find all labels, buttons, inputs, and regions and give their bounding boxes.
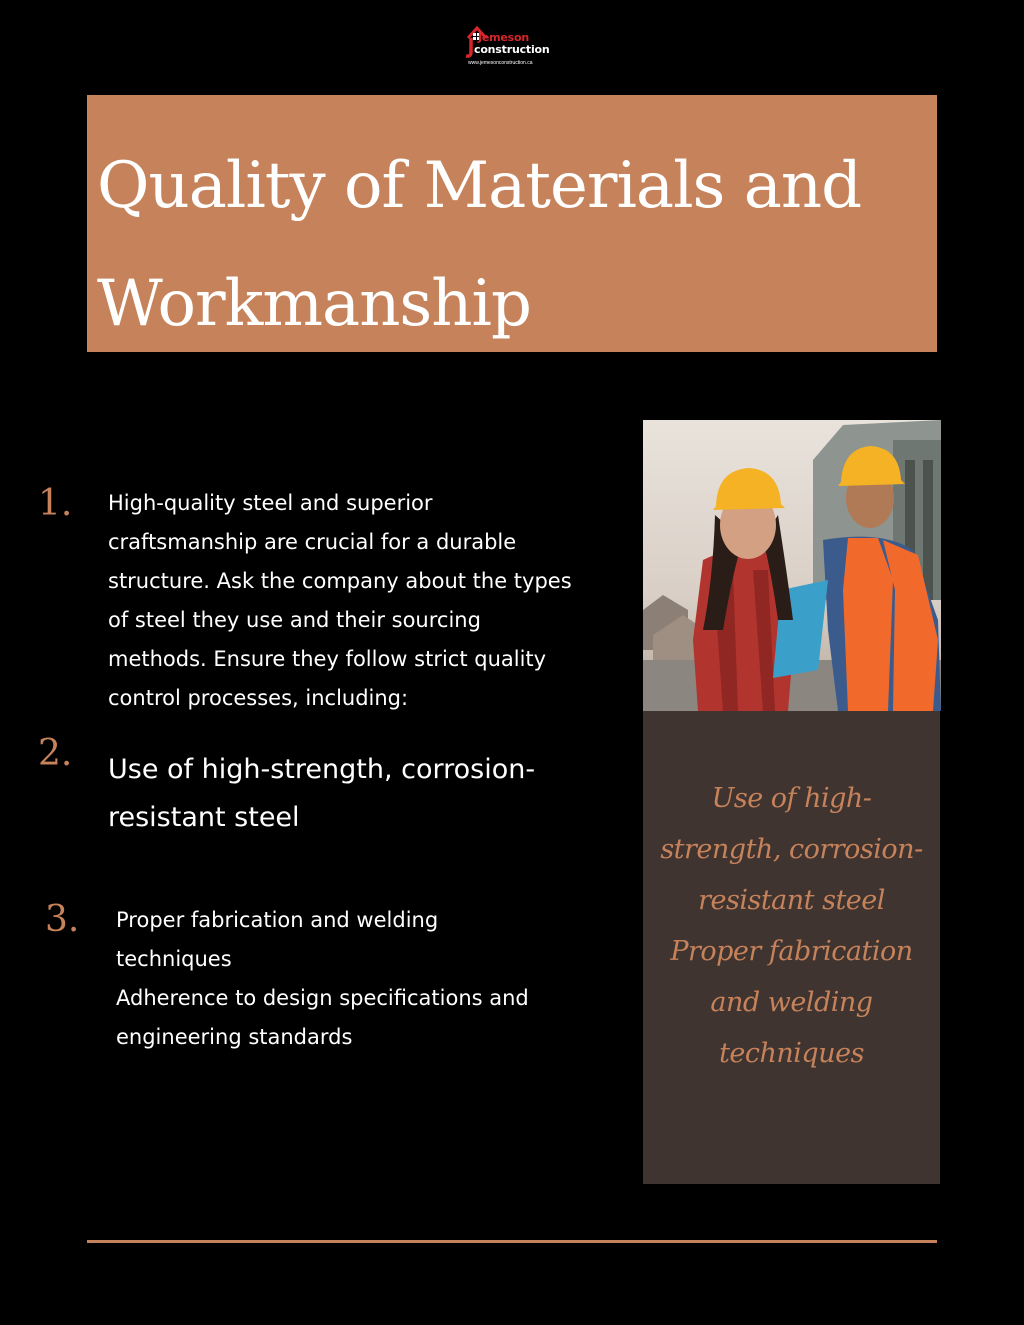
callout-line: Proper fabrication: [670, 936, 913, 967]
logo-subtitle: construction: [474, 43, 550, 56]
callout-line: Use of high-: [711, 783, 872, 814]
item-text-1: [108, 484, 608, 718]
callout-line: techniques: [719, 1038, 864, 1069]
item-1-line: methods. Ensure they follow strict quality: [108, 647, 547, 671]
item-3-line: Proper fabrication and welding: [116, 908, 439, 932]
item-1-line: control processes, including:: [108, 686, 409, 710]
item-text-2: [108, 746, 598, 842]
callout-line: and welding: [710, 987, 873, 1018]
company-logo: [462, 22, 562, 70]
callout-line: resistant steel: [698, 885, 885, 916]
item-3-line: Adherence to design specifications and: [116, 986, 529, 1010]
logo-url: www.jemesonconstruction.ca: [468, 60, 533, 66]
title-banner: [87, 95, 937, 352]
construction-workers-photo: [643, 420, 941, 711]
photo-illustration: [643, 420, 941, 711]
callout-text: [653, 773, 930, 1079]
item-number-2: 2.: [38, 733, 73, 774]
item-3-line: techniques: [116, 947, 232, 971]
item-2-line: Use of high-strength, corrosion-: [108, 754, 536, 785]
page-title-line-1: Quality of Materials and: [97, 149, 862, 223]
item-1-line: structure. Ask the company about the types: [108, 569, 572, 593]
item-text-3: [116, 901, 596, 1057]
item-number-3: 3.: [45, 899, 80, 940]
item-1-line: of steel they use and their sourcing: [108, 608, 481, 632]
item-1-line: High-quality steel and superior: [108, 491, 433, 515]
page-title: [97, 127, 937, 363]
logo-name: Jemeson: [478, 31, 530, 44]
page-title-line-2: Workmanship: [97, 267, 531, 341]
item-number-1: 1.: [38, 483, 73, 524]
bottom-divider: [87, 1240, 937, 1243]
callout-box: [643, 711, 940, 1184]
item-2-line: resistant steel: [108, 802, 300, 833]
item-1-line: craftsmanship are crucial for a durable: [108, 530, 517, 554]
callout-line: strength, corrosion-: [660, 834, 923, 865]
item-3-line: engineering standards: [116, 1025, 353, 1049]
